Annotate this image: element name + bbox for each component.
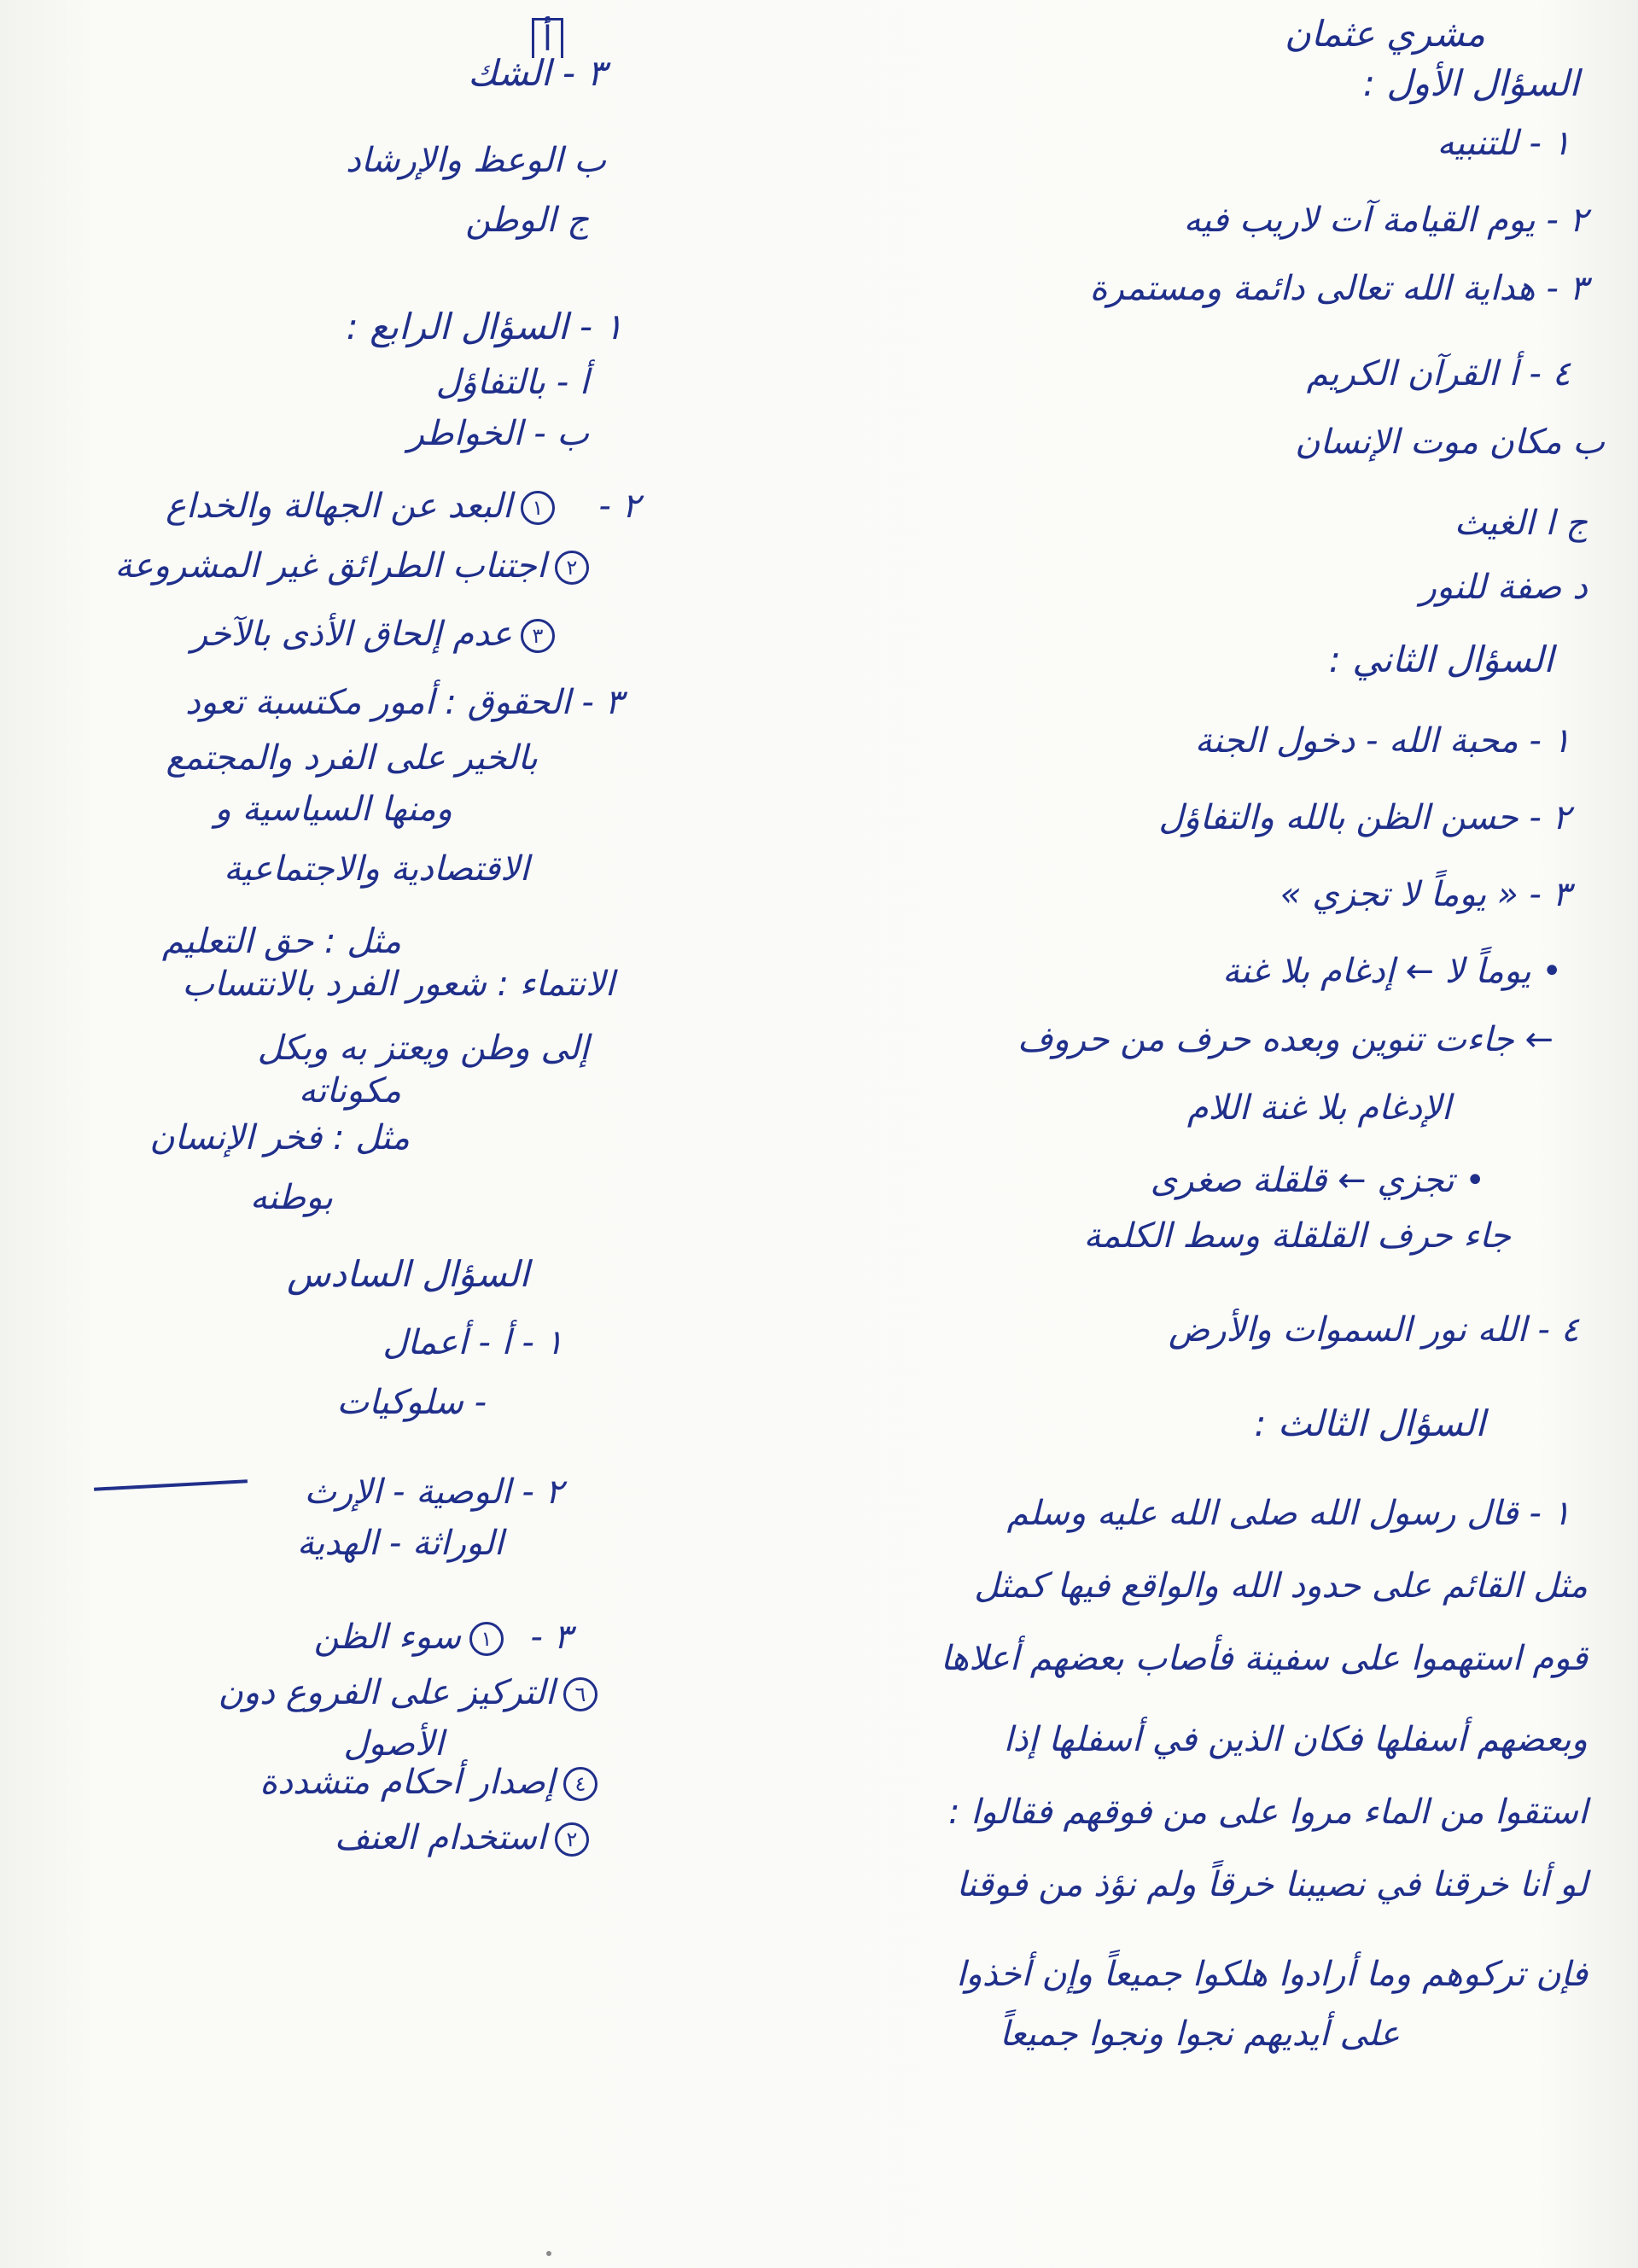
q1-item: ب مكان موت الإنسان [1295,423,1605,462]
q4-3-line: بوطنه [249,1178,333,1217]
q2-item: جاء حرف القلقلة وسط الكلمة [1083,1216,1511,1256]
q2-item: ٢ - حسن الظن بالله والتفاؤل [1158,798,1571,837]
page-mark: أ [520,15,563,63]
q1-title: السؤال الأول : [1362,62,1579,104]
q6-3-item: ٦التركيز على الفروع دون [218,1669,597,1717]
q4-item: أ - بالتفاؤل [435,363,589,402]
q2-item: • يوماً لا ← إدغام بلا غنة [1222,952,1562,991]
q3-item: قوم استهموا على سفينة فأصاب بعضهم أعلاها [940,1639,1588,1678]
q3-item: على أيديهم نجوا ونجوا جميعاً [1000,2014,1400,2054]
q6-title: السؤال السادس [287,1253,529,1295]
q4-3-line: مكوناته [298,1071,401,1111]
q3-item: مثل القائم على حدود الله والواقع فيها كمثل [974,1566,1588,1606]
q2-item: • تجزي ← قلقلة صغرى [1150,1161,1485,1200]
q4-2-item: ١البعد عن الجهالة والخداع [166,482,555,530]
q4-3-line: إلى وطن ويعتز به وبكل [257,1029,589,1068]
q1-item: ٣ - هداية الله تعالى دائمة ومستمرة [1089,269,1588,308]
q4-2-label: ٢ - [598,487,640,526]
b-item: ب الوعظ والإرشاد [346,141,606,180]
q6-3-item: الأصول [343,1724,444,1764]
student-name: مشري عثمان [1284,13,1485,55]
q1-item: ١ - للتنبيه [1437,124,1571,163]
q4-3-line: الاقتصادية والاجتماعية [224,849,529,889]
paper-speck [546,2251,551,2256]
q1-item: ج ا الغيث [1454,504,1588,543]
q4-3-line: بالخير على الفرد والمجتمع [166,738,538,778]
q4-2-item: ٣عدم إلحاق الأذى بالآخر [191,610,555,658]
q4-2-item: ٢اجتناب الطرائق غير المشروعة [114,542,589,590]
q4-item: ب - الخواطر [407,414,589,453]
j-item: ج الوطن [465,201,589,240]
q6-3-item: ٤إصدار أحكام متشددة [259,1758,597,1806]
q4-title: ١ - السؤال الرابع : [346,306,623,347]
q2-item: ٤ - الله نور السموات والأرض [1168,1310,1579,1350]
q6-1-line: - سلوكيات [336,1383,487,1422]
q3-item: فإن تركوهم وما أرادوا هلكوا جميعاً وإن أخذوا [956,1955,1588,1994]
q3-item: لو أنا خرقنا في نصيبنا خرقاً ولم نؤذ من فوقنا [956,1865,1588,1904]
q6-3-label: ٣ - [530,1618,572,1657]
q1-item: ٤ - أ القرآن الكريم [1306,354,1571,394]
q4-3-line: ومنها السياسية و [214,790,452,829]
q2-title: السؤال الثاني : [1328,638,1553,680]
q6-2-line: ٢ - الوصية - الإرث [304,1472,563,1512]
q1-item: ٢ - يوم القيامة آت لاريب فيه [1183,201,1588,240]
q4-3-line: الانتماء : شعور الفرد بالانتساب [182,965,615,1004]
q4-3-line: مثل : حق التعليم [161,922,401,961]
q2-item: ١ - محبة الله - دخول الجنة [1194,721,1571,761]
q-c-head: ٣ - الشك [468,52,606,94]
q6-3-item: ٢استخدام العنف [335,1814,589,1862]
q3-item: وبعضهم أسفلها فكان الذين في أسفلها إذا [1003,1720,1588,1759]
q6-3-item: ١سوء الظن [314,1613,504,1661]
q3-item: ١ - قال رسول الله صلى الله عليه وسلم [1006,1494,1571,1533]
q4-3-line: مثل : فخر الإنسان [149,1118,410,1157]
q2-item: ٣ - « يوماً لا تجزي » [1280,875,1571,914]
q2-item: الإدغام بلا غنة اللام [1186,1088,1451,1128]
q3-title: السؤال الثالث : [1254,1402,1485,1444]
q3-item: استقوا من الماء مروا على من فوقهم فقالوا : [948,1793,1588,1832]
q2-item: ← جاءت تنوين وبعده حرف من حروف [1017,1020,1553,1059]
q6-2-line: الوراثة - الهدية [296,1524,504,1563]
q4-3-line: ٣ - الحقوق : أمور مكتسبة تعود [185,683,623,722]
q1-item: د صفة للنور [1419,568,1588,607]
q6-1-line: ١ - أ - أعمال [382,1323,563,1362]
